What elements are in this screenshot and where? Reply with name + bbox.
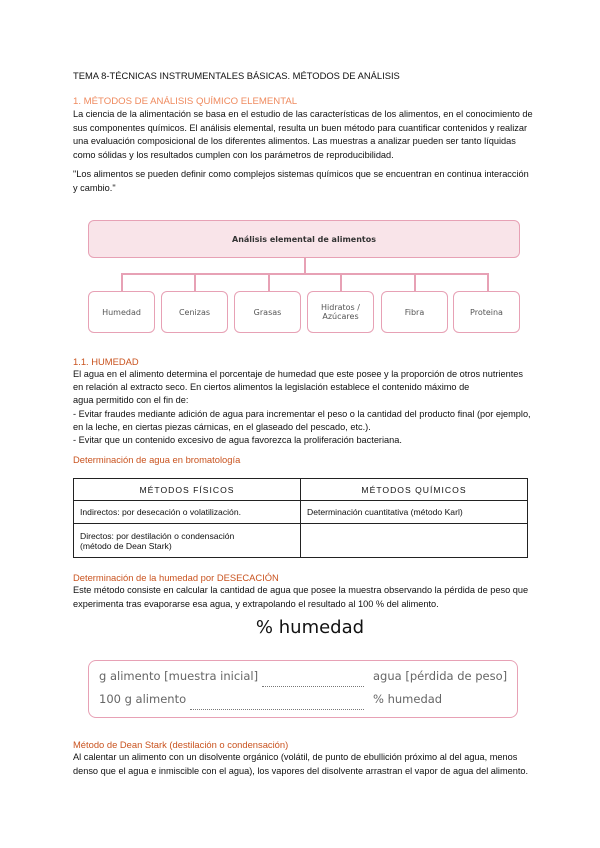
desecacion-paragraph: Este método consiste en calcular la cantidad de agua que posee la muestra observando la pérdida de peso que experimenta tras evaporarse esa agua, y extrapolando el resultado al 100 % del alimento.	[73, 585, 529, 609]
diagram-root-box: Análisis elemental de alimentos	[88, 220, 520, 258]
diagram-child-box: Fibra	[381, 291, 448, 333]
connector	[414, 273, 416, 291]
subsection-heading: Determinación de agua en bromatología	[73, 454, 241, 465]
subsection-heading: 1.1. HUMEDAD	[73, 356, 139, 367]
formula-left: g alimento [muestra inicial]	[99, 669, 259, 683]
dotted-leader	[190, 709, 364, 710]
connector	[487, 273, 489, 291]
section-heading: 1. MÉTODOS DE ANÁLISIS QUÍMICO ELEMENTAL	[73, 96, 298, 107]
subsection-heading: Método de Dean Stark (destilación o condensación)	[73, 739, 289, 750]
text-line: - Evitar que un contenido excesivo de agua favorezca la proliferación bacteriana.	[73, 435, 402, 446]
connector	[268, 273, 270, 291]
text-line: agua permitido con el fin de:	[73, 395, 189, 406]
table-row	[74, 524, 528, 558]
connector	[194, 273, 196, 291]
table-cell: Indirectos: por desecación o volatilización.	[74, 501, 301, 524]
subsection-heading: Determinación de la humedad por DESECACIÓN	[73, 572, 279, 583]
formula-box	[88, 660, 518, 718]
diagram-child-box: Grasas	[234, 291, 301, 333]
diagram-child-box: Proteina	[453, 291, 520, 333]
formula-left: 100 g alimento	[99, 692, 187, 706]
column-header: MÉTODOS FÍSICOS	[74, 479, 301, 501]
diagram-child-box: Humedad	[88, 291, 155, 333]
connector	[340, 273, 342, 291]
formula-title: % humedad	[255, 617, 365, 638]
table-header-row	[74, 479, 528, 501]
methods-table	[73, 478, 528, 558]
connector	[121, 273, 123, 291]
document-title: TEMA 8-TÉCNICAS INSTRUMENTALES BÁSICAS. MÉTODOS DE ANÁLISIS	[73, 70, 400, 81]
section-paragraph: La ciencia de la alimentación se basa en el estudio de las características de los alimentos, en el conocimiento de sus componentes químicos. El análisis elemental, resulta un buen método para cuantificar contenidos y realizar una evaluación composicional de los diferentes alimentos. Las muestras a analizar pueden ser tanto líquidas como sólidas y los resultados cumplen con los parámetros de reproducibilidad.	[73, 109, 533, 160]
formula-right: agua [pérdida de peso]	[373, 669, 508, 683]
dotted-leader	[262, 686, 364, 687]
formula-right: % humedad	[373, 692, 443, 706]
table-cell: Directos: por destilación o condensación (método de Dean Stark)	[74, 524, 301, 558]
connector	[121, 273, 488, 275]
diagram-child-box: Cenizas	[161, 291, 228, 333]
column-header: MÉTODOS QUÍMICOS	[301, 479, 528, 501]
text-line: - Evitar fraudes mediante adición de agua para incrementar el peso o la cantidad del producto final (por ejemplo,	[73, 408, 531, 419]
text-line: en la leche, en ciertas piezas cárnicas, en el glaseado del pescado, etc.).	[73, 421, 371, 432]
deanstark-paragraph: Al calentar un alimento con un disolvente orgánico (volátil, de punto de ebullición próximo al del agua, menos denso que el agua e inmiscible con el agua), los vapores del disolvente arrastran el vapor de agua del alimento.	[73, 752, 529, 776]
table-cell: Determinación cuantitativa (método Karl)	[301, 501, 528, 524]
table-row	[74, 501, 528, 524]
text-line: El agua en el alimento determina el porcentaje de humedad que este posee y la proporción de otros nutrientes	[73, 369, 523, 379]
quote: "Los alimentos se pueden definir como complejos sistemas químicos que se encuentran en continua interacción y cambio."	[73, 169, 529, 193]
humedad-paragraph	[73, 368, 531, 447]
diagram-child-box: Hidratos / Azúcares	[307, 291, 374, 333]
connector	[304, 258, 306, 274]
text-line: en relación al extracto seco. En ciertos alimentos la legislación establece el contenido máximo de	[73, 382, 470, 393]
table-cell	[301, 524, 528, 558]
